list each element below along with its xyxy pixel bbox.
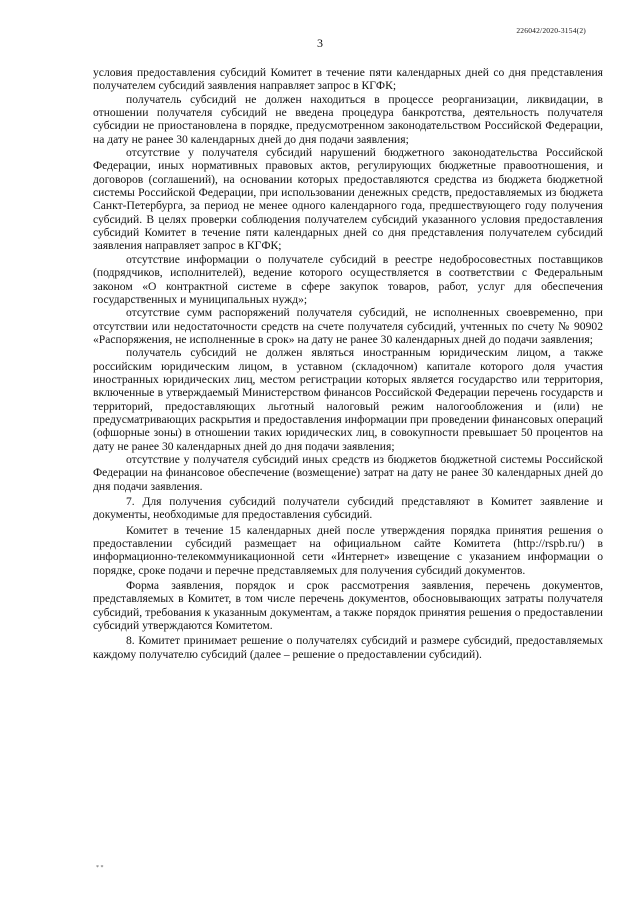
- paragraph: Комитет в течение 15 календарных дней после утверждения порядка принятия решения о предоставлении субсидий размещает на официальном сайте Комитета (http://rspb.ru/) в информационно-телекоммуникационной сети «Интернет» извещение с указанием информации о порядке, сроке подачи и перечне представляемых для получения субсидий документов.: [93, 523, 603, 577]
- paragraph: отсутствие сумм распоряжений получателя субсидий, не исполненных своевременно, при отсутствии или недостаточности средств на счете получателя субсидий, учтенных по счету № 90902 «Распоряжения, не исполненные в срок» на дату не ранее 30 календарных дней до подачи заявления;: [93, 306, 603, 346]
- paragraph: получатель субсидий не должен находиться в процессе реорганизации, ликвидации, в отношении получателя субсидий не введена процедура банкротства, деятельность получателя субсидии не приостановлена в порядке, предусмотренном законодательством Российской Федерации, на дату не ранее 30 календарных дней до дня подачи заявления;: [93, 92, 603, 146]
- paragraph-item-7: 7. Для получения субсидий получатели субсидий представляют в Комитет заявление и документы, необходимые для предоставления субсидий.: [93, 495, 603, 522]
- paragraph: отсутствие у получателя субсидий нарушений бюджетного законодательства Российской Федерации, иных нормативных правовых актов, регулирующих бюджетные правоотношения, и договоров (соглашений), на основании которых предоставляются средства из бюджета бюджетной системы Российской Федерации, при использовании денежных средств, предоставляемых из бюджета Санкт-Петербурга, за период не менее одного календарного года, предшествующего году получения субсидий. В целях проверки соблюдения получателем субсидий указанного условия предоставления субсидий Комитет в течение пяти календарных дней со дня представления получателем субсидий заявления направляет запрос в КГФК;: [93, 146, 603, 253]
- page-number: 3: [317, 36, 323, 50]
- paragraph: отсутствие информации о получателе субсидий в реестре недобросовестных поставщиков (подрядчиков, исполнителей), ведение которого осуществляется в соответствии с Федеральным законом «О контрактной системе в сфере закупок товаров, работ, услуг для обеспечения государственных и муниципальных нужд»;: [93, 252, 603, 306]
- paragraph-item-8: 8. Комитет принимает решение о получателях субсидий и размере субсидий, предоставляемых каждому получателю субсидий (далее – решение о предоставлении субсидий).: [93, 634, 603, 661]
- document-code: 226042/2020-3154(2): [516, 26, 586, 35]
- paragraph: отсутствие у получателя субсидий иных средств из бюджетов бюджетной системы Российской Федерации на финансовое обеспечение (возмещение) затрат на дату не ранее 30 календарных дней до дня подачи заявления.: [93, 452, 603, 493]
- paragraph: условия предоставления субсидий Комитет в течение пяти календарных дней со дня представления получателем субсидий заявления направляет запрос в КГФК;: [93, 66, 603, 93]
- paragraph: Форма заявления, порядок и срок рассмотрения заявления, перечень документов, представляемых в Комитет, в том числе перечень документов, обосновывающих затраты получателя субсидий, требования к указанным документам, а также порядок принятия решения о предоставлении субсидий утверждаются Комитетом.: [93, 579, 603, 633]
- footer-mark: * *: [96, 865, 104, 871]
- paragraph: получатель субсидий не должен являться иностранным юридическим лицом, а также российским юридическим лицом, в уставном (складочном) капитале которого доля участия иностранных юридических лиц, местом регистрации которых является государство или территория, включенные в утверждаемый Министерством финансов Российской Федерации перечень государств и территорий, предоставляющих льготный налоговый режим налогообложения и (или) не предусматривающих раскрытия и предоставления информации при проведении финансовых операций (офшорные зоны) в отношении таких юридических лиц, в совокупности превышает 50 процентов на дату не ранее 30 календарных дней до дня подачи заявления;: [93, 346, 603, 453]
- document-body: [93, 66, 603, 661]
